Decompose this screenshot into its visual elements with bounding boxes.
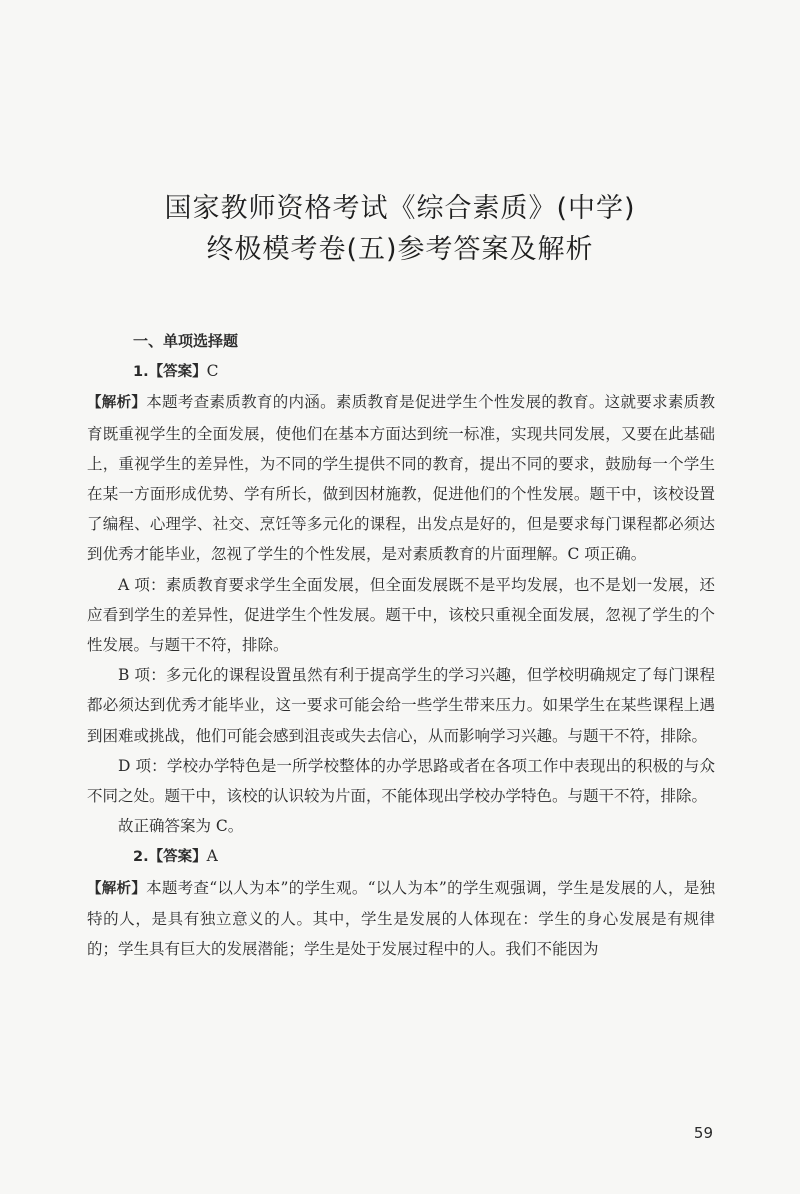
q1-option-a: A 项：素质教育要求学生全面发展，但全面发展既不是平均发展，也不是划一发展，还应看到学生的差异性，促进学生个性发展。题干中，该校只重视全面发展，忽视了学生的个性发展。与题干不符，排除。: [87, 575, 715, 655]
section-heading: 一、单项选择题: [133, 332, 239, 350]
page-title-line2: 终极模考卷(五)参考答案及解析: [206, 234, 594, 265]
q2-analysis-label: 【解析】: [87, 880, 147, 897]
q1-conclusion: 故正确答案为 C。: [118, 817, 244, 836]
q1-option-d: D 项：学校办学特色是一所学校整体的办学思路或者在各项工作中表现出的积极的与众不同之处。题干中，该校的认识较为片面，不能体现出学校办学特色。与题干不符，排除。: [87, 756, 715, 806]
q2-analysis-text: 本题考查“以人为本”的学生观。“以人为本”的学生观强调，学生是发展的人，是独特的人，是具有独立意义的人。其中，学生是发展的人体现在：学生的身心发展是有规律的；学生具有巨大的发展潜能；学生是处于发展过程中的人。我们不能因为: [87, 878, 716, 959]
q1-answer-label: 1.【答案】: [133, 364, 207, 381]
q1-analysis-label: 【解析】: [87, 395, 147, 412]
q2-answer-value: A: [206, 847, 218, 866]
q2-analysis: [87, 873, 715, 965]
q2-answer: [87, 841, 715, 872]
page-number: 59: [693, 1124, 713, 1142]
q1-analysis-text: 本题考查素质教育的内涵。素质教育是促进学生个性发展的教育。这就要求素质教育既重视学生的全面发展，使他们在基本方面达到统一标准，实现共同发展，又要在此基础上，重视学生的差异性，为不同的学生提供不同的教育，提出不同的要求，鼓励每一个学生在某一方面形成优势、学有所长，做到因材施教，促进他们的个性发展。题干中，该校设置了编程、心理学、社交、烹饪等多元化的课程，出发点是好的，但是要求每门课程都必须达到优秀才能毕业，忽视了学生的个性发展，是对素质教育的片面理解。C 项正确。: [87, 393, 715, 564]
q1-option-b: B 项：多元化的课程设置虽然有利于提高学生的学习兴趣，但学校明确规定了每门课程都必须达到优秀才能毕业，这一要求可能会给一些学生带来压力。如果学生在某些课程上遇到困难或挑战，他们可能会感到沮丧或失去信心，从而影响学习兴趣。与题干不符，排除。: [87, 666, 715, 745]
q1-answer: [87, 356, 715, 387]
q1-analysis: [87, 387, 715, 569]
page-title-line1: 国家教师资格考试《综合素质》(中学): [164, 193, 636, 224]
document-body: [87, 326, 715, 964]
q2-answer-label: 2.【答案】: [133, 849, 207, 866]
q1-answer-value: C: [206, 362, 219, 381]
